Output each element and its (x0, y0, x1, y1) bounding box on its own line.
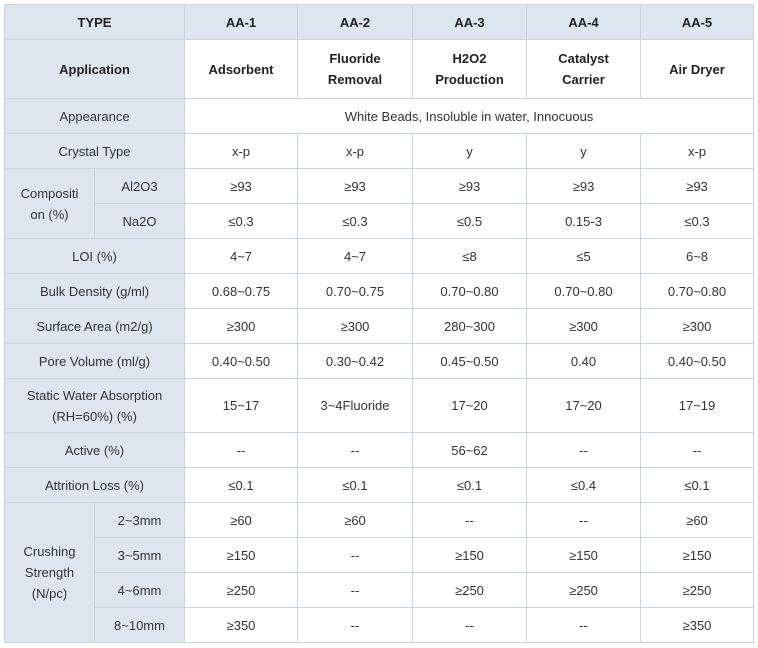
pore-volume-aa-1: 0.40~0.50 (185, 344, 298, 379)
crystal-type-label: Crystal Type (5, 134, 185, 169)
crushing-2-3mm-aa-1: ≥60 (185, 503, 298, 538)
composition-label: Compositi on (%) (5, 169, 95, 239)
application-aa-1: Adsorbent (185, 40, 298, 99)
pore-volume-aa-2: 0.30~0.42 (298, 344, 413, 379)
crushing-size-4-6mm: 4~6mm (95, 573, 185, 608)
active-row (5, 433, 754, 468)
static-water-row (5, 379, 754, 433)
appearance-label: Appearance (5, 99, 185, 134)
application-row (5, 40, 754, 99)
application-aa-2: Fluoride Removal (298, 40, 413, 99)
bulk-density-row (5, 274, 754, 309)
bulk-density-aa-3: 0.70~0.80 (413, 274, 527, 309)
active-aa-5: -- (641, 433, 754, 468)
attrition-loss-aa-4: ≤0.4 (527, 468, 641, 503)
header-aa-5: AA-5 (641, 5, 754, 40)
bulk-density-aa-1: 0.68~0.75 (185, 274, 298, 309)
active-aa-1: -- (185, 433, 298, 468)
pore-volume-aa-3: 0.45~0.50 (413, 344, 527, 379)
crushing-8-10mm-row (5, 608, 754, 643)
crystal-type-aa-4: y (527, 134, 641, 169)
crystal-type-aa-3: y (413, 134, 527, 169)
loi-aa-5: 6~8 (641, 239, 754, 274)
crushing-size-8-10mm: 8~10mm (95, 608, 185, 643)
surface-area-aa-3: 280~300 (413, 309, 527, 344)
crystal-type-aa-2: x-p (298, 134, 413, 169)
attrition-loss-label: Attrition Loss (%) (5, 468, 185, 503)
crushing-3-5mm-aa-5: ≥150 (641, 538, 754, 573)
application-label: Application (5, 40, 185, 99)
crushing-size-3-5mm: 3~5mm (95, 538, 185, 573)
surface-area-label: Surface Area (m2/g) (5, 309, 185, 344)
crushing-3-5mm-aa-4: ≥150 (527, 538, 641, 573)
crushing-8-10mm-aa-1: ≥350 (185, 608, 298, 643)
static-water-aa-2: 3~4Fluoride (298, 379, 413, 433)
appearance-value: White Beads, Insoluble in water, Innocuous (185, 99, 754, 134)
loi-row (5, 239, 754, 274)
header-aa-1: AA-1 (185, 5, 298, 40)
active-aa-4: -- (527, 433, 641, 468)
bulk-density-aa-5: 0.70~0.80 (641, 274, 754, 309)
loi-label: LOI (%) (5, 239, 185, 274)
na2o-aa-2: ≤0.3 (298, 204, 413, 239)
pore-volume-label: Pore Volume (ml/g) (5, 344, 185, 379)
application-aa-5: Air Dryer (641, 40, 754, 99)
product-spec-table (4, 4, 754, 643)
pore-volume-aa-5: 0.40~0.50 (641, 344, 754, 379)
surface-area-aa-5: ≥300 (641, 309, 754, 344)
crushing-8-10mm-aa-3: -- (413, 608, 527, 643)
crushing-2-3mm-aa-2: ≥60 (298, 503, 413, 538)
al2o3-aa-1: ≥93 (185, 169, 298, 204)
crushing-3-5mm-aa-3: ≥150 (413, 538, 527, 573)
active-label: Active (%) (5, 433, 185, 468)
crystal-type-aa-1: x-p (185, 134, 298, 169)
loi-aa-3: ≤8 (413, 239, 527, 274)
static-water-aa-5: 17~19 (641, 379, 754, 433)
static-water-aa-3: 17~20 (413, 379, 527, 433)
al2o3-aa-4: ≥93 (527, 169, 641, 204)
active-aa-2: -- (298, 433, 413, 468)
attrition-loss-aa-3: ≤0.1 (413, 468, 527, 503)
crushing-4-6mm-aa-2: -- (298, 573, 413, 608)
crushing-4-6mm-aa-4: ≥250 (527, 573, 641, 608)
na2o-aa-3: ≤0.5 (413, 204, 527, 239)
crushing-4-6mm-aa-1: ≥250 (185, 573, 298, 608)
crushing-2-3mm-aa-4: -- (527, 503, 641, 538)
composition-na2o-row (5, 204, 754, 239)
crystal-type-aa-5: x-p (641, 134, 754, 169)
application-aa-4: Catalyst Carrier (527, 40, 641, 99)
active-aa-3: 56~62 (413, 433, 527, 468)
static-water-aa-1: 15~17 (185, 379, 298, 433)
pore-volume-aa-4: 0.40 (527, 344, 641, 379)
header-aa-3: AA-3 (413, 5, 527, 40)
header-type: TYPE (5, 5, 185, 40)
static-water-label: Static Water Absorption (RH=60%) (%) (5, 379, 185, 433)
attrition-loss-aa-2: ≤0.1 (298, 468, 413, 503)
header-aa-2: AA-2 (298, 5, 413, 40)
crushing-4-6mm-row (5, 573, 754, 608)
composition-al2o3-label: Al2O3 (95, 169, 185, 204)
crushing-2-3mm-aa-3: -- (413, 503, 527, 538)
crushing-2-3mm-row (5, 503, 754, 538)
loi-aa-2: 4~7 (298, 239, 413, 274)
application-aa-3: H2O2 Production (413, 40, 527, 99)
na2o-aa-5: ≤0.3 (641, 204, 754, 239)
crushing-2-3mm-aa-5: ≥60 (641, 503, 754, 538)
surface-area-aa-1: ≥300 (185, 309, 298, 344)
appearance-row (5, 99, 754, 134)
bulk-density-aa-4: 0.70~0.80 (527, 274, 641, 309)
na2o-aa-1: ≤0.3 (185, 204, 298, 239)
pore-volume-row (5, 344, 754, 379)
crushing-strength-label: Crushing Strength (N/pc) (5, 503, 95, 643)
static-water-aa-4: 17~20 (527, 379, 641, 433)
al2o3-aa-3: ≥93 (413, 169, 527, 204)
attrition-loss-aa-5: ≤0.1 (641, 468, 754, 503)
bulk-density-aa-2: 0.70~0.75 (298, 274, 413, 309)
composition-na2o-label: Na2O (95, 204, 185, 239)
bulk-density-label: Bulk Density (g/ml) (5, 274, 185, 309)
crushing-3-5mm-aa-1: ≥150 (185, 538, 298, 573)
crushing-8-10mm-aa-4: -- (527, 608, 641, 643)
surface-area-aa-2: ≥300 (298, 309, 413, 344)
attrition-loss-aa-1: ≤0.1 (185, 468, 298, 503)
crushing-size-2-3mm: 2~3mm (95, 503, 185, 538)
surface-area-row (5, 309, 754, 344)
header-aa-4: AA-4 (527, 5, 641, 40)
crushing-4-6mm-aa-5: ≥250 (641, 573, 754, 608)
surface-area-aa-4: ≥300 (527, 309, 641, 344)
crushing-3-5mm-row (5, 538, 754, 573)
crushing-8-10mm-aa-5: ≥350 (641, 608, 754, 643)
crushing-3-5mm-aa-2: -- (298, 538, 413, 573)
crushing-8-10mm-aa-2: -- (298, 608, 413, 643)
loi-aa-1: 4~7 (185, 239, 298, 274)
al2o3-aa-2: ≥93 (298, 169, 413, 204)
crystal-type-row (5, 134, 754, 169)
attrition-loss-row (5, 468, 754, 503)
header-row (5, 5, 754, 40)
crushing-4-6mm-aa-3: ≥250 (413, 573, 527, 608)
composition-al2o3-row (5, 169, 754, 204)
loi-aa-4: ≤5 (527, 239, 641, 274)
al2o3-aa-5: ≥93 (641, 169, 754, 204)
na2o-aa-4: 0.15-3 (527, 204, 641, 239)
